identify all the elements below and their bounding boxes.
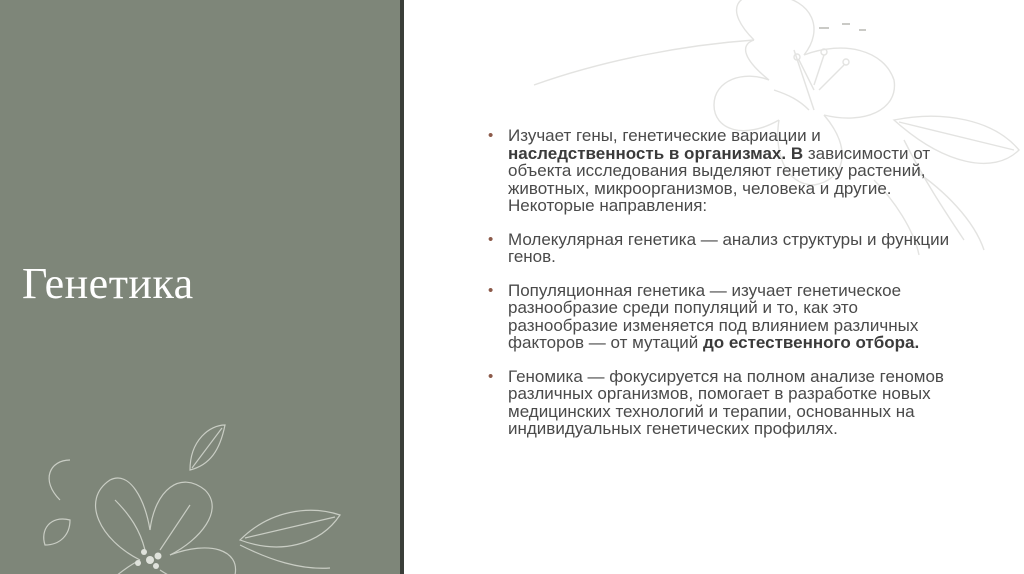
- bullet-bold-text: наследственность в организмах. В: [508, 143, 804, 163]
- flower-outline-left-icon: [40, 420, 370, 574]
- list-item: [488, 127, 958, 215]
- bullet-text: Изучает гены, генетические вариации и: [508, 126, 821, 145]
- slide-title: Генетика: [22, 259, 194, 308]
- list-item: [488, 282, 958, 352]
- bullet-text: зависимости от объекта исследования выделяют генетику растений, животных, микроорганизмов, человека и другие. Некоторые направления:: [508, 143, 931, 215]
- list-item: [488, 368, 958, 438]
- bullet-text: Геномика — фокусируется на полном анализе геномов различных организмов, помогает в разработке новых медицинских технологий и терапии, основанных на индивидуальных генетических профилях.: [508, 366, 944, 438]
- bullet-bold-text: до естественного отбора.: [702, 333, 920, 352]
- bullet-text: Популяционная генетика — изучает генетическое разнообразие среди популяций и то, как это разнообразие изменяется под влиянием различных факторов — от мутаций: [508, 280, 919, 352]
- bullet-list: [488, 127, 958, 454]
- title-panel: [0, 0, 400, 574]
- list-item: [488, 231, 958, 266]
- bullet-text: Молекулярная генетика — анализ структуры и функции генов.: [508, 229, 950, 266]
